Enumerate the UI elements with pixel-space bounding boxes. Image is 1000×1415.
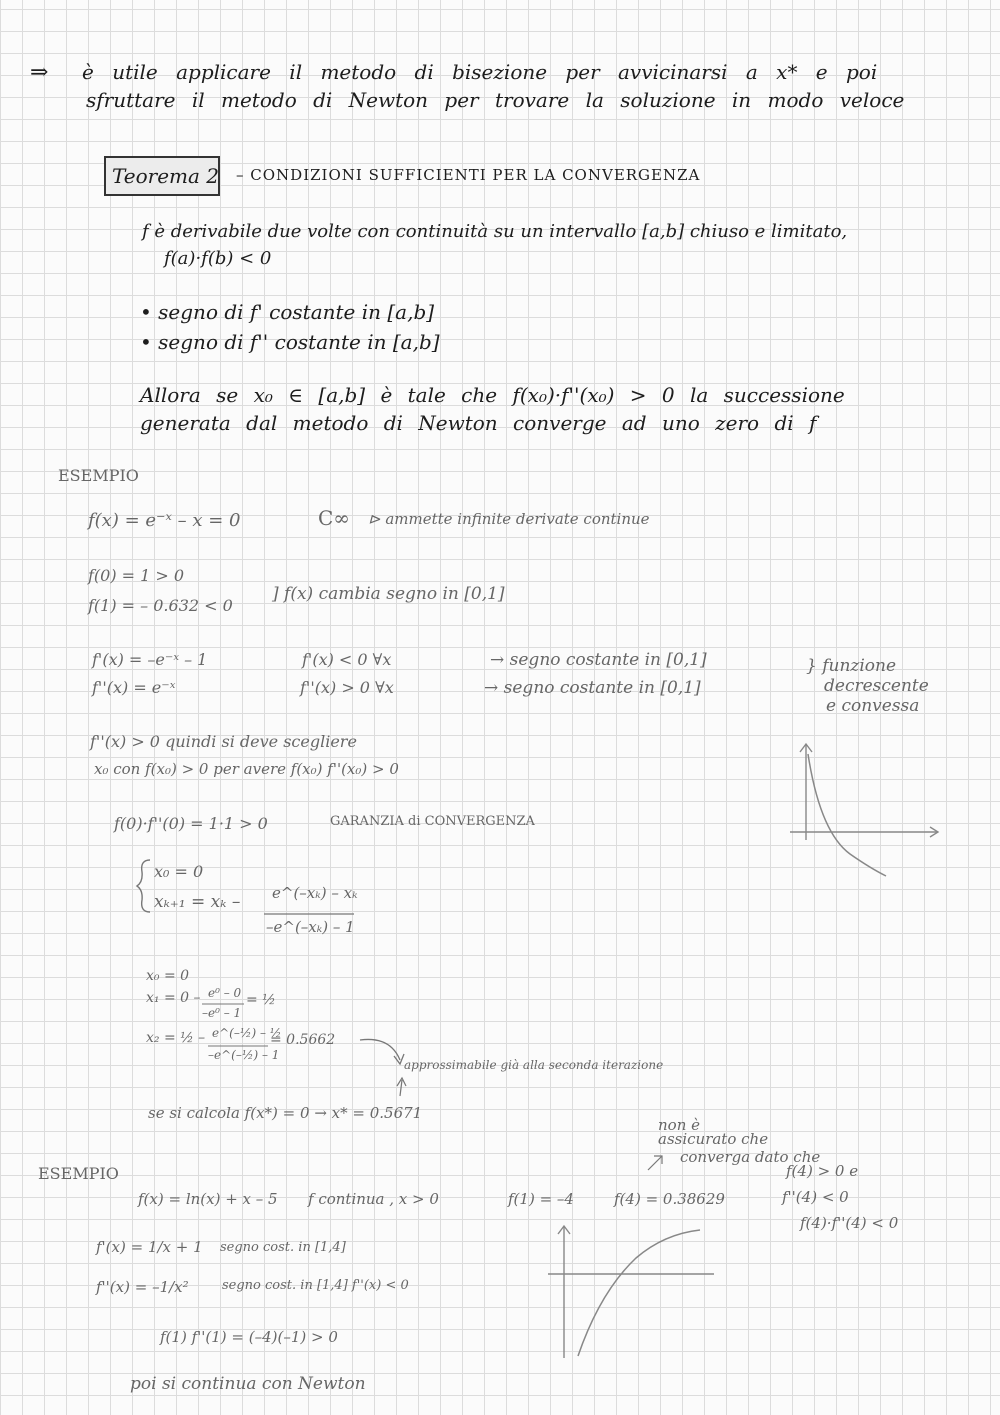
increasing-concave-function-sketch bbox=[544, 1222, 720, 1362]
condition-3: f(4)·f''(4) < 0 bbox=[800, 1214, 899, 1232]
theorem-hypothesis-1: f è derivabile due volte con continuità su un intervallo [a,b] chiuso e limitato, bbox=[142, 221, 848, 242]
decreasing-convex-function-sketch bbox=[780, 736, 950, 886]
example-2-second-derivative: f''(x) = –1/x² bbox=[96, 1278, 189, 1296]
newton-iteration-denominator: –e^(–xₖ) – 1 bbox=[266, 918, 355, 936]
example-2-function: f(x) = ln(x) + x – 5 bbox=[138, 1190, 278, 1208]
example-2-second-derivative-note: segno cost. in [1,4] f''(x) < 0 bbox=[222, 1278, 409, 1293]
intro-line-1: è utile applicare il metodo di bisezione per avvicinarsi a x* e poi bbox=[82, 60, 878, 84]
theorem-label: Teorema 2 bbox=[112, 164, 220, 188]
example-2-f-of-4: f(4) = 0.38629 bbox=[614, 1190, 725, 1208]
second-derivative-sign: f''(x) > 0 ∀x bbox=[300, 678, 394, 697]
theorem-bullet-1: • segno di f' costante in [a,b] bbox=[140, 300, 435, 324]
theorem-conclusion-2: generata dal metodo di Newton converge ad uno zero di f bbox=[140, 411, 817, 435]
implies-arrow: ⇒ bbox=[30, 60, 49, 85]
iteration-x0: x₀ = 0 bbox=[146, 968, 190, 984]
convergence-check: f(0)·f''(0) = 1·1 > 0 bbox=[114, 814, 268, 833]
function-shape-note-3: e convessa bbox=[826, 696, 920, 716]
system-initial-value: x₀ = 0 bbox=[154, 862, 204, 881]
iteration-x2-lhs: x₂ = ½ – bbox=[146, 1030, 206, 1046]
iteration-x1-denominator: –e⁰ – 1 bbox=[202, 1006, 242, 1020]
approximation-note: approssimabile già alla seconda iterazione bbox=[404, 1058, 664, 1072]
example-2-heading: ESEMPIO bbox=[38, 1164, 119, 1183]
curve bbox=[578, 1230, 700, 1356]
intro-line-2: sfruttare il metodo di Newton per trovare la soluzione in modo veloce bbox=[86, 88, 905, 112]
iteration-x2-denominator: –e^(–½) – 1 bbox=[208, 1048, 280, 1062]
first-derivative-sign: f'(x) < 0 ∀x bbox=[302, 650, 392, 669]
f-of-0: f(0) = 1 > 0 bbox=[88, 566, 185, 585]
theorem-bullet-2: • segno di f'' costante in [a,b] bbox=[140, 330, 440, 354]
iteration-x1-numerator: e⁰ – 0 bbox=[208, 986, 242, 1000]
first-derivative: f'(x) = –e⁻ˣ – 1 bbox=[92, 650, 208, 669]
theorem-hypothesis-2: f(a)·f(b) < 0 bbox=[164, 248, 272, 269]
c-infinity: C∞ bbox=[318, 506, 350, 530]
newton-fraction-bar bbox=[264, 912, 356, 916]
condition-1: f(4) > 0 e bbox=[786, 1162, 859, 1180]
warning-line-2: assicurato che bbox=[658, 1130, 769, 1148]
function-shape-note-2: decrescente bbox=[824, 676, 929, 696]
warning-line-3: converga dato che bbox=[680, 1148, 821, 1166]
example-2-f-of-1: f(1) = –4 bbox=[508, 1190, 574, 1208]
example-2-first-derivative-note: segno cost. in [1,4] bbox=[220, 1240, 346, 1255]
convergence-guarantee-label: GARANZIA di CONVERGENZA bbox=[330, 814, 535, 829]
theorem-title: – CONDIZIONI SUFFICIENTI PER LA CONVERGENZA bbox=[236, 166, 701, 184]
example-2-first-derivative: f'(x) = 1/x + 1 bbox=[96, 1238, 203, 1256]
system-brace bbox=[134, 856, 154, 916]
example-1-heading: ESEMPIO bbox=[58, 466, 139, 485]
curve bbox=[808, 754, 886, 876]
choose-x0-line-1: f''(x) > 0 quindi si deve scegliere bbox=[90, 732, 357, 751]
c-infinity-note: ⊳ ammette infinite derivate continue bbox=[368, 510, 650, 528]
continuity-note: f continua , x > 0 bbox=[308, 1190, 439, 1208]
iteration-x2-numerator: e^(–½) – ½ bbox=[212, 1026, 282, 1040]
exact-root-calculation: se si calcola f(x*) = 0 → x* = 0.5671 bbox=[148, 1104, 423, 1122]
warning-arrow bbox=[644, 1150, 668, 1174]
f-of-1: f(1) = – 0.632 < 0 bbox=[88, 596, 233, 615]
iteration-x1-lhs: x₁ = 0 – bbox=[146, 990, 201, 1006]
iteration-x1-result: = ½ bbox=[246, 992, 276, 1008]
second-derivative-note: → segno costante in [0,1] bbox=[484, 678, 701, 698]
x1-fraction-bar bbox=[202, 1002, 246, 1006]
x2-fraction-bar bbox=[208, 1044, 270, 1048]
sign-change-note: ] f(x) cambia segno in [0,1] bbox=[272, 584, 505, 604]
second-derivative: f''(x) = e⁻ˣ bbox=[92, 678, 176, 697]
theorem-conclusion-1: Allora se x₀ ∈ [a,b] è tale che f(x₀)·f''(x₀) > 0 la successione bbox=[140, 383, 845, 407]
newton-iteration-lhs: xₖ₊₁ = xₖ – bbox=[154, 892, 241, 912]
continue-with-newton: poi si continua con Newton bbox=[130, 1374, 366, 1394]
newton-iteration-numerator: e^(–xₖ) – xₖ bbox=[272, 884, 358, 902]
warning-line-1: non è bbox=[658, 1116, 700, 1134]
condition-2: f''(4) < 0 bbox=[782, 1188, 849, 1206]
example-1-function: f(x) = e⁻ˣ – x = 0 bbox=[88, 510, 241, 531]
iteration-x2-result: = 0.5662 bbox=[270, 1032, 336, 1048]
first-derivative-note: → segno costante in [0,1] bbox=[490, 650, 707, 670]
example-2-newton-check: f(1) f''(1) = (–4)(–1) > 0 bbox=[160, 1328, 338, 1346]
theorem-box bbox=[104, 156, 220, 196]
choose-x0-line-2: x₀ con f(x₀) > 0 per avere f(x₀) f''(x₀) > 0 bbox=[94, 760, 399, 778]
function-shape-note-1: } funzione bbox=[806, 656, 897, 676]
